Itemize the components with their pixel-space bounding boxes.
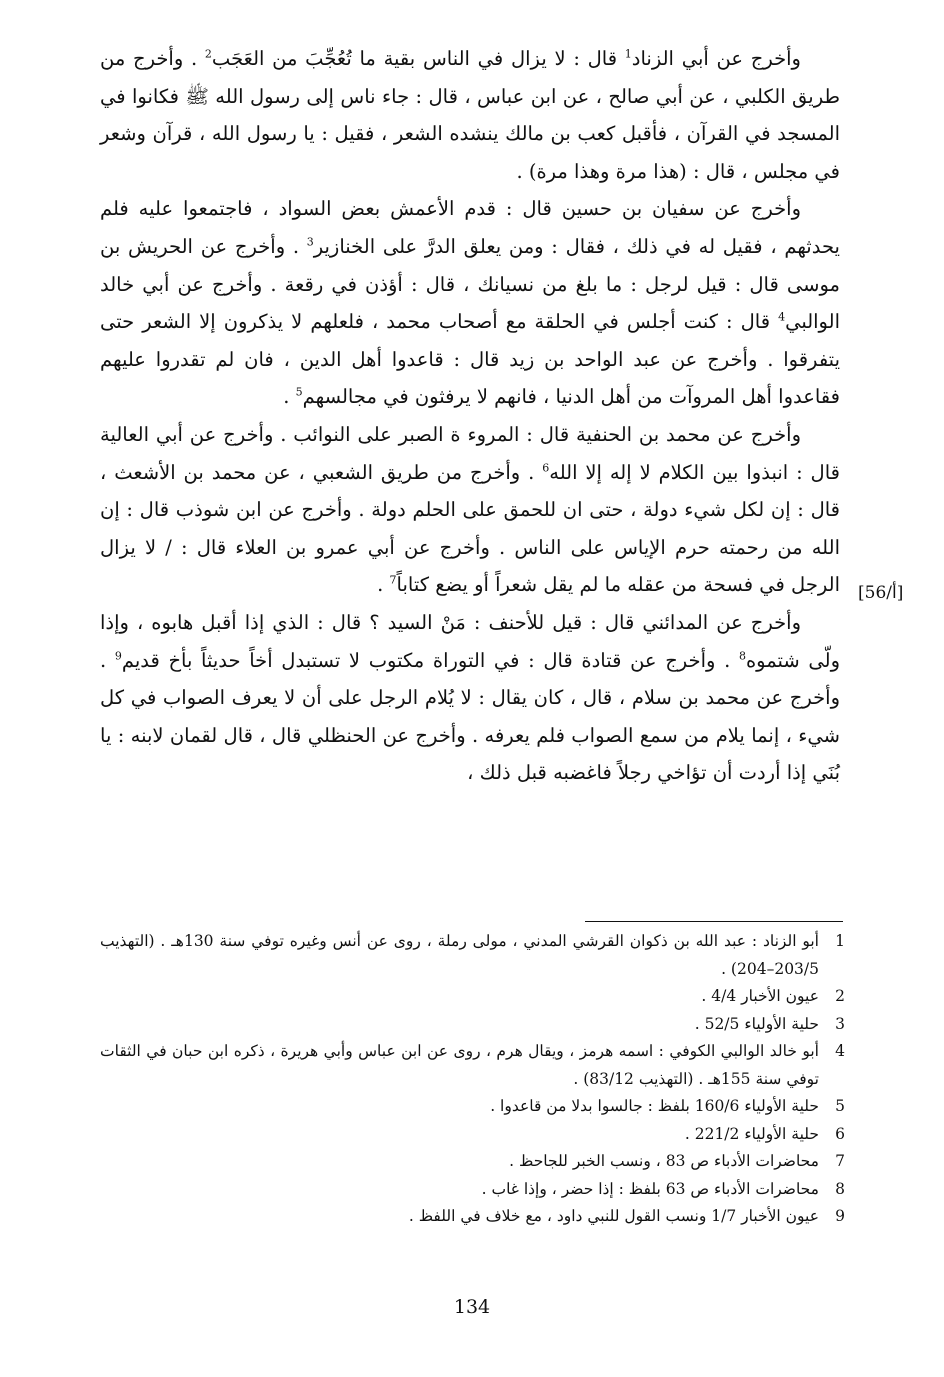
footnote-text: عيون الأخبار 1/7 ونسب القول للنبي داود ، مع خلاف في اللفظ .	[408, 1207, 819, 1225]
footnote-text: محاضرات الأدباء ص 63 بلفظ : إذا حضر ، وإذا غاب .	[481, 1179, 819, 1198]
footnote-item	[100, 1176, 845, 1204]
footnote-item	[100, 1038, 845, 1093]
footnote-number: 4	[835, 1042, 845, 1060]
footnote-marker: 3	[306, 235, 314, 249]
footnote-text: حلية الأولياء 52/5 .	[694, 1014, 819, 1033]
text-run: . وأخرج عن قتادة قال : في التوراة مكتوب لا تستبدل أخاً حديثاً بأخ قديم	[121, 648, 739, 672]
text-run: .	[283, 385, 296, 409]
footnote-number: 5	[835, 1097, 845, 1115]
main-text	[100, 40, 840, 792]
paragraph	[100, 190, 840, 416]
footnote-marker: 7	[389, 573, 397, 587]
text-run: . وأخرج عن الحريش بن موسى قال : قيل لرجل : ما بلغ من نسيانك ، قال : أؤذن في رقعة . وأخرج عن أبي خالد الوالبي	[100, 234, 840, 334]
paragraph	[100, 416, 840, 604]
footnote-item	[100, 928, 845, 983]
footnote-marker: 8	[738, 649, 746, 662]
footnote-number: 9	[835, 1207, 845, 1225]
manuscript-folio-marker: [56/أ]	[858, 583, 904, 603]
text-run: وأخرج عن محمد بن الحنفية قال : المروء ة الصبر على النوائب . وأخرج عن أبي العالية قال : انبذوا بين الكلام لا إله إلا الله	[100, 422, 840, 484]
footnote-item	[100, 1121, 845, 1149]
footnote-marker: 9	[114, 649, 122, 662]
text-run: . وأخرج عن محمد بن سلام ، قال ، كان يقال : لا يُلام الرجل على أن لا يعرف الصواب في كل شيء ، إنما يلام من سمع الصواب فلم يعرفه . وأخرج عن الحنظلي قال ، قال لقمان لابنه : يا بُنَي إذا أردت أن تؤاخي رجلاً فاغضبه قبل ذلك ،	[100, 648, 840, 785]
text-run: وأخرج عن المدائني قال : قيل للأحنف : مَنْ السيد ؟ قال : الذي إذا أقبل هابوه ، وإذا ولّى شتموه	[100, 610, 840, 672]
text-run: .	[377, 573, 390, 597]
footnote-text: أبو الزناد : عبد الله بن ذكوان القرشي المدني ، مولى رملة ، روى عن أنس وغيره توفي سنة 130هـ . (التهذيب 203/5–204) .	[100, 932, 819, 978]
footnotes	[100, 928, 845, 1231]
footnote-number: 8	[835, 1179, 845, 1198]
footnote-text: عيون الأخبار 4/4 .	[701, 987, 819, 1005]
footnote-marker: 4	[778, 310, 786, 324]
footnote-marker: 6	[542, 461, 550, 475]
footnote-marker: 2	[204, 47, 212, 61]
footnote-item	[100, 1093, 845, 1121]
paragraph	[100, 604, 840, 792]
footnote-text: حلية الأولياء 221/2 .	[684, 1124, 819, 1143]
footnote-marker: 5	[295, 385, 303, 399]
footnote-number: 7	[835, 1152, 845, 1170]
footnote-text: أبو خالد الوالبي الكوفي : اسمه هرمز ، ويقال هرم ، روى عن ابن عباس وأبي هريرة ، ذكره ابن حبان في الثقات توفي سنة 155هـ . (التهذيب 83/12) .	[100, 1042, 819, 1088]
text-run: . وأخرج من طريق الشعبي ، عن محمد بن الأشعث ، قال : إن لكل شيء دولة ، حتى ان للحمق على الحلم دولة . وأخرج عن ابن شوذب قال : إن الله من رحمته حرم الإياس على الناس . وأخرج عن أبي عمرو بن العلاء قال : / لا يزال الرجل في فسحة من عقله ما لم يقل شعراً أو يضع كتاباً	[100, 460, 840, 597]
footnote-number: 3	[835, 1014, 845, 1033]
page-number: 134	[453, 1296, 491, 1318]
footnote-text: محاضرات الأدباء ص 83 ، ونسب الخبر للجاحظ .	[509, 1152, 819, 1170]
footnote-marker: 1	[624, 47, 632, 61]
footnote-number: 1	[835, 932, 845, 950]
footnote-item	[100, 983, 845, 1011]
footnote-separator	[585, 921, 843, 922]
text-run: قال : كنت أجلس في الحلقة مع أصحاب محمد ، فلعلهم لا يذكرون إلا الشعر حتى يتفرقوا . وأخرج عن عبد الواحد بن زيد قال : قاعدوا أهل الدين ، فان لم تقدروا عليهم فقاعدوا أهل المروآت من أهل الدنيا ، فانهم لا يرفثون في مجالسهم	[100, 310, 840, 409]
text-run: قال : لا يزال في الناس بقية ما تُعُجِّبَ من العَجَب	[211, 47, 625, 70]
text-run: وأخرج عن أبي الزناد	[631, 47, 801, 70]
footnote-text: حلية الأولياء 160/6 بلفظ : جالسوا بدلا من قاعدوا .	[490, 1097, 819, 1115]
footnote-item	[100, 1148, 845, 1176]
text-run: . وأخرج من طريق الكلبي ، عن أبي صالح ، عن ابن عباس ، قال : جاء ناس إلى رسول الله ﷺ فكانوا في المسجد في القرآن ، فأقبل كعب بن مالك ينشده الشعر ، فقيل : يا رسول الله ، قرآن وشعر في مجلس ، قال : (هذا مرة وهذا مرة) .	[100, 47, 840, 183]
paragraph	[100, 40, 840, 190]
text-run: وأخرج عن سفيان بن حسين قال : قدم الأعمش بعض السواد ، فاجتمعوا عليه فلم يحدثهم ، فقيل له في ذلك ، فقال : ومن يعلق الدرَّ على الخنازير	[100, 197, 840, 258]
footnote-item	[100, 1203, 845, 1231]
footnote-number: 2	[835, 987, 845, 1005]
footnote-item	[100, 1011, 845, 1039]
footnote-number: 6	[835, 1124, 845, 1143]
